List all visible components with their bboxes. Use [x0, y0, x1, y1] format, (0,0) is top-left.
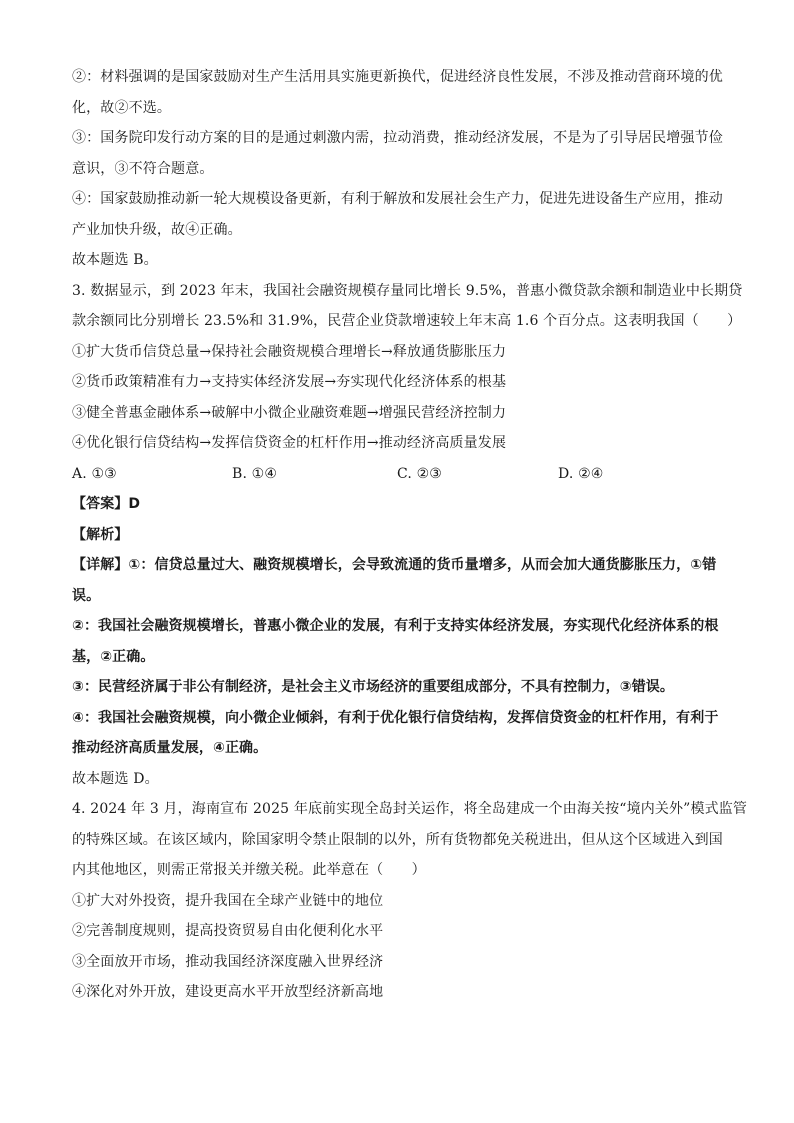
answer-label: 【答案】D	[72, 496, 141, 512]
text-line: 推动经济高质量发展，④正确。	[72, 740, 268, 756]
option-c: C. ②③	[397, 465, 442, 482]
text-line: ③：国务院印发行动方案的目的是通过刺激内需，拉动消费，推动经济发展，不是为了引导居民增强节俭	[72, 130, 723, 146]
statement-item: ①扩大对外投资，提升我国在全球产业链中的地位	[72, 892, 384, 909]
q2-analysis-item-2	[72, 62, 724, 123]
question-4-statements	[72, 886, 724, 1008]
statement-item: ②完善制度规则，提高投资贸易自由化便利化水平	[72, 923, 384, 939]
text-line: 化，故②不选。	[72, 99, 172, 116]
text-line: 【详解】①：信贷总量过大、融资规模增长，会导致流通的货币量增多，从而会加大通货膨胀压力，①错	[72, 557, 717, 573]
text-line: 3. 数据显示，到 2023 年末，我国社会融资规模存量同比增长 9.5%，普惠小微贷款余额和制造业中长期贷	[72, 282, 743, 299]
question-4-stem	[72, 794, 748, 886]
text-line: 4. 2024 年 3 月，海南宣布 2025 年底前实现全岛封关运作，将全岛建成一个由海关按“境内关外”模式监管	[72, 801, 748, 817]
statement-item: ①扩大货币信贷总量→保持社会融资规模合理增长→释放通货膨胀压力	[72, 343, 507, 360]
text-line: ②：材料强调的是国家鼓励对生产生活用具实施更新换代，促进经济良性发展，不涉及推动营商环境的优	[72, 69, 723, 85]
question-3-detail	[72, 550, 724, 764]
statement-item: ③全面放开市场，推动我国经济深度融入世界经济	[72, 953, 384, 970]
question-3-options	[72, 459, 724, 490]
text-line: 意识，③不符合题意。	[72, 160, 214, 177]
question-3-statements	[72, 337, 724, 459]
option-d: D. ②④	[558, 465, 604, 482]
text-line: 内其他地区，则需正常报关并缴关税。此举意在（ ）	[72, 862, 426, 878]
text-line: 的特殊区域。在该区域内，除国家明令禁止限制的以外，所有货物都免关税进出，但从这个区域进入到国	[72, 831, 723, 848]
document-page	[72, 62, 748, 1008]
statement-item: ④深化对外开放，建设更高水平开放型经济新高地	[72, 984, 384, 1000]
text-line: ④：国家鼓励推动新一轮大规模设备更新，有利于解放和发展社会生产力，促进先进设备生产应用，推动	[72, 191, 723, 207]
text-line: ③：民营经济属于非公有制经济，是社会主义市场经济的重要组成部分，不具有控制力，③错误。	[72, 679, 675, 695]
text-line: 基，②正确。	[72, 648, 155, 665]
text-line: 误。	[72, 587, 101, 604]
option-a: A. ①③	[72, 465, 117, 482]
text-line: 款余额同比分别增长 23.5%和 31.9%，民营企业贷款增速较上年末高 1.6 个百分点。这表明我国（ ）	[72, 313, 742, 329]
statement-item: ③健全普惠金融体系→破解中小微企业融资难题→增强民营经济控制力	[72, 404, 507, 421]
text-line: 产业加快升级，故④正确。	[72, 221, 242, 238]
statement-item: ②货币政策精准有力→支持实体经济发展→夯实现代化经济体系的根基	[72, 374, 507, 390]
q2-analysis-item-3	[72, 123, 724, 184]
text-line: ④：我国社会融资规模，向小微企业倾斜，有利于优化银行信贷结构，发挥信贷资金的杠杆作用，有利于	[72, 709, 719, 726]
analysis-label: 【解析】	[72, 526, 129, 543]
q2-conclusion: 故本题选 B。	[72, 252, 158, 268]
option-b: B. ①④	[232, 465, 278, 482]
q2-analysis-item-4	[72, 184, 724, 245]
q3-conclusion: 故本题选 D。	[72, 770, 159, 787]
question-3-stem	[72, 276, 743, 337]
question-3	[72, 276, 743, 795]
statement-item: ④优化银行信贷结构→发挥信贷资金的杠杆作用→推动经济高质量发展	[72, 435, 507, 451]
text-line: ②：我国社会融资规模增长，普惠小微企业的发展，有利于支持实体经济发展，夯实现代化经济体系的根	[72, 618, 719, 634]
question-4	[72, 794, 748, 1008]
